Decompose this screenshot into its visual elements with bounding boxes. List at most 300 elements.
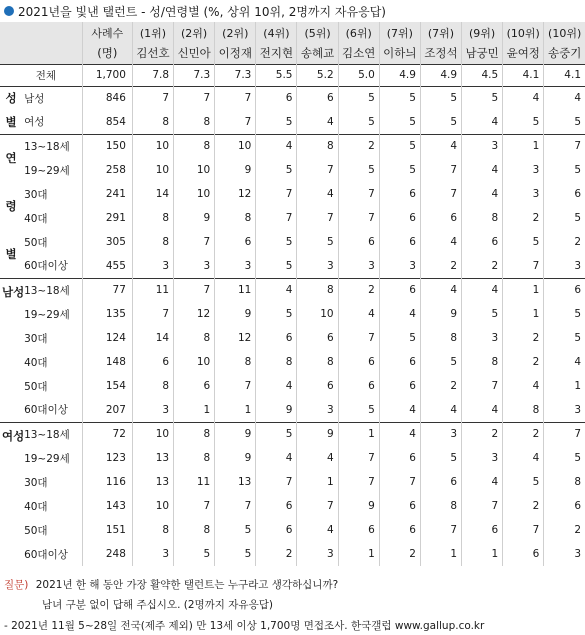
value-cell: 8 bbox=[503, 398, 544, 422]
value-cell: 6 bbox=[338, 518, 379, 542]
value-cell: 1 bbox=[338, 422, 379, 446]
row-label: 30대 bbox=[24, 332, 48, 345]
value-cell: 7 bbox=[174, 278, 215, 302]
rank-header: (1위) bbox=[132, 22, 173, 43]
group-label-char: 별 bbox=[5, 114, 17, 129]
group-label-stack bbox=[0, 423, 25, 567]
value-cell: 4 bbox=[462, 398, 503, 422]
value-cell: 3 bbox=[544, 254, 585, 278]
value-cell: 4.5 bbox=[462, 64, 503, 86]
value-cell: 7 bbox=[215, 374, 256, 398]
value-cell: 7 bbox=[297, 206, 338, 230]
value-cell: 7 bbox=[256, 206, 297, 230]
value-cell: 2 bbox=[256, 542, 297, 566]
value-cell: 5 bbox=[256, 422, 297, 446]
row-label: 50대 bbox=[24, 380, 48, 393]
value-cell: 5 bbox=[379, 158, 420, 182]
value-cell: 4 bbox=[256, 446, 297, 470]
value-cell: 13 bbox=[132, 470, 173, 494]
sample-size-cell: 1,700 bbox=[82, 64, 132, 86]
value-cell: 11 bbox=[132, 278, 173, 302]
group-label-stack bbox=[0, 279, 25, 422]
group-label bbox=[0, 134, 22, 278]
value-cell: 5 bbox=[215, 542, 256, 566]
sample-size-cell: 241 bbox=[82, 182, 132, 206]
rank-header: (7위) bbox=[420, 22, 461, 43]
value-cell: 4 bbox=[462, 110, 503, 134]
row-label: 60대이상 bbox=[24, 548, 68, 561]
source-note: - 2021년 11월 5~28일 전국(제주 제외) 만 13세 이상 1,700명 면접조사. 한국갤럽 www.gallup.co.kr bbox=[4, 620, 485, 632]
value-cell: 4 bbox=[503, 446, 544, 470]
value-cell: 3 bbox=[132, 542, 173, 566]
table-row bbox=[0, 470, 585, 494]
value-cell: 6 bbox=[338, 230, 379, 254]
value-cell: 7 bbox=[462, 494, 503, 518]
table-row bbox=[0, 422, 585, 446]
table-row bbox=[0, 518, 585, 542]
table-row bbox=[0, 350, 585, 374]
value-cell: 5 bbox=[503, 110, 544, 134]
value-cell: 5 bbox=[462, 302, 503, 326]
value-cell: 6 bbox=[338, 350, 379, 374]
value-cell: 5 bbox=[256, 254, 297, 278]
value-cell: 4.1 bbox=[503, 64, 544, 86]
row-label: 남성 bbox=[22, 86, 82, 110]
value-cell: 1 bbox=[544, 374, 585, 398]
value-cell: 7 bbox=[420, 158, 461, 182]
talent-name-header: 송혜교 bbox=[297, 43, 338, 64]
value-cell: 3 bbox=[420, 422, 461, 446]
value-cell: 5 bbox=[256, 230, 297, 254]
value-cell: 6 bbox=[256, 518, 297, 542]
sample-size-cell: 305 bbox=[82, 230, 132, 254]
value-cell: 7 bbox=[132, 302, 173, 326]
value-cell: 7 bbox=[215, 86, 256, 110]
group-label bbox=[0, 86, 22, 134]
group-label-char: 성 bbox=[5, 91, 17, 106]
sample-size-cell: 258 bbox=[82, 158, 132, 182]
value-cell: 7 bbox=[338, 470, 379, 494]
header-name-row bbox=[0, 43, 585, 64]
value-cell: 2 bbox=[544, 518, 585, 542]
value-cell: 8 bbox=[297, 134, 338, 158]
value-cell: 8 bbox=[174, 326, 215, 350]
group-label-stack bbox=[0, 135, 22, 278]
table-row bbox=[0, 398, 585, 422]
value-cell: 7 bbox=[503, 518, 544, 542]
value-cell: 6 bbox=[379, 518, 420, 542]
value-cell: 9 bbox=[420, 302, 461, 326]
sample-size-cell: 77 bbox=[82, 278, 132, 302]
value-cell: 6 bbox=[462, 230, 503, 254]
sample-size-cell: 135 bbox=[82, 302, 132, 326]
value-cell: 5 bbox=[544, 446, 585, 470]
value-cell: 9 bbox=[297, 422, 338, 446]
value-cell: 6 bbox=[420, 206, 461, 230]
value-cell: 9 bbox=[215, 302, 256, 326]
value-cell: 8 bbox=[174, 422, 215, 446]
value-cell: 4.1 bbox=[544, 64, 585, 86]
sample-size-header-bottom: (명) bbox=[82, 43, 132, 64]
sample-size-cell: 846 bbox=[82, 86, 132, 110]
value-cell: 5 bbox=[544, 158, 585, 182]
sample-size-cell: 248 bbox=[82, 542, 132, 566]
value-cell: 5 bbox=[379, 110, 420, 134]
value-cell: 7 bbox=[297, 158, 338, 182]
rank-header: (6위) bbox=[338, 22, 379, 43]
table-row bbox=[0, 134, 585, 158]
table-row bbox=[0, 158, 585, 182]
table-row bbox=[0, 494, 585, 518]
row-label: 40대 bbox=[24, 212, 48, 225]
value-cell: 2 bbox=[503, 206, 544, 230]
value-cell: 8 bbox=[420, 494, 461, 518]
table-row bbox=[0, 326, 585, 350]
value-cell: 6 bbox=[132, 350, 173, 374]
value-cell: 2 bbox=[544, 230, 585, 254]
value-cell: 7 bbox=[215, 494, 256, 518]
value-cell: 4 bbox=[420, 398, 461, 422]
value-cell: 7 bbox=[174, 494, 215, 518]
value-cell: 6 bbox=[379, 230, 420, 254]
value-cell: 7 bbox=[297, 494, 338, 518]
value-cell: 7 bbox=[174, 230, 215, 254]
question-note bbox=[4, 577, 338, 592]
header-blank bbox=[0, 22, 82, 43]
value-cell: 8 bbox=[132, 206, 173, 230]
value-cell: 3 bbox=[297, 398, 338, 422]
value-cell: 5.2 bbox=[297, 64, 338, 86]
value-cell: 5 bbox=[174, 542, 215, 566]
value-cell: 6 bbox=[544, 494, 585, 518]
value-cell: 6 bbox=[420, 470, 461, 494]
value-cell: 1 bbox=[462, 542, 503, 566]
talent-name-header: 이하늬 bbox=[379, 43, 420, 64]
value-cell: 9 bbox=[215, 422, 256, 446]
value-cell: 6 bbox=[215, 230, 256, 254]
row-label: 13~18세 bbox=[22, 422, 82, 446]
value-cell: 8 bbox=[174, 518, 215, 542]
value-cell: 3 bbox=[338, 254, 379, 278]
row-label: 19~29세 bbox=[24, 308, 70, 321]
value-cell: 5 bbox=[420, 446, 461, 470]
table-row bbox=[0, 206, 585, 230]
table-row bbox=[0, 446, 585, 470]
row-label: 50대 bbox=[24, 236, 48, 249]
value-cell: 5 bbox=[544, 302, 585, 326]
value-cell: 11 bbox=[215, 278, 256, 302]
value-cell: 4 bbox=[462, 278, 503, 302]
value-cell: 7 bbox=[379, 470, 420, 494]
table-row bbox=[0, 302, 585, 326]
value-cell: 5 bbox=[379, 86, 420, 110]
row-label: 30대 bbox=[24, 476, 48, 489]
value-cell: 3 bbox=[132, 398, 173, 422]
value-cell: 7.3 bbox=[215, 64, 256, 86]
value-cell: 1 bbox=[174, 398, 215, 422]
group-label-char: 연 bbox=[5, 151, 17, 166]
value-cell: 3 bbox=[503, 158, 544, 182]
value-cell: 4 bbox=[297, 518, 338, 542]
value-cell: 1 bbox=[338, 542, 379, 566]
value-cell: 8 bbox=[174, 110, 215, 134]
value-cell: 4 bbox=[256, 278, 297, 302]
value-cell: 2 bbox=[462, 422, 503, 446]
value-cell: 3 bbox=[503, 182, 544, 206]
rank-header: (10위) bbox=[503, 22, 544, 43]
value-cell: 2 bbox=[503, 350, 544, 374]
value-cell: 5 bbox=[420, 86, 461, 110]
value-cell: 5 bbox=[544, 326, 585, 350]
value-cell: 10 bbox=[132, 134, 173, 158]
value-cell: 4 bbox=[420, 134, 461, 158]
value-cell: 3 bbox=[297, 542, 338, 566]
rank-header: (4위) bbox=[256, 22, 297, 43]
talent-name-header: 송중기 bbox=[544, 43, 585, 64]
value-cell: 8 bbox=[132, 518, 173, 542]
value-cell: 12 bbox=[215, 182, 256, 206]
value-cell: 4 bbox=[462, 158, 503, 182]
value-cell: 8 bbox=[462, 350, 503, 374]
value-cell: 5.0 bbox=[338, 64, 379, 86]
value-cell: 7 bbox=[420, 182, 461, 206]
value-cell: 6 bbox=[338, 374, 379, 398]
group-label-char: 여성 bbox=[2, 428, 25, 443]
value-cell: 5 bbox=[544, 110, 585, 134]
value-cell: 12 bbox=[215, 326, 256, 350]
value-cell: 2 bbox=[420, 374, 461, 398]
value-cell: 5 bbox=[256, 110, 297, 134]
value-cell: 8 bbox=[174, 446, 215, 470]
value-cell: 7 bbox=[256, 182, 297, 206]
value-cell: 6 bbox=[379, 350, 420, 374]
value-cell: 5 bbox=[420, 110, 461, 134]
value-cell: 10 bbox=[174, 350, 215, 374]
value-cell: 6 bbox=[379, 446, 420, 470]
table-row bbox=[0, 374, 585, 398]
value-cell: 7 bbox=[132, 86, 173, 110]
row-label: 60대이상 bbox=[24, 404, 68, 417]
talent-name-header: 김선호 bbox=[132, 43, 173, 64]
value-cell: 8 bbox=[215, 206, 256, 230]
value-cell: 10 bbox=[132, 494, 173, 518]
table-row bbox=[0, 110, 585, 134]
value-cell: 2 bbox=[420, 254, 461, 278]
table-row bbox=[0, 230, 585, 254]
talent-name-header: 남궁민 bbox=[462, 43, 503, 64]
value-cell: 13 bbox=[132, 446, 173, 470]
value-cell: 2 bbox=[503, 422, 544, 446]
value-cell: 5 bbox=[503, 470, 544, 494]
value-cell: 4 bbox=[420, 278, 461, 302]
value-cell: 5 bbox=[338, 86, 379, 110]
value-cell: 4 bbox=[297, 110, 338, 134]
value-cell: 6 bbox=[297, 86, 338, 110]
rank-header: (2위) bbox=[215, 22, 256, 43]
value-cell: 6 bbox=[462, 518, 503, 542]
value-cell: 1 bbox=[503, 302, 544, 326]
value-cell: 1 bbox=[503, 278, 544, 302]
value-cell: 4 bbox=[338, 302, 379, 326]
value-cell: 12 bbox=[174, 302, 215, 326]
value-cell: 6 bbox=[297, 374, 338, 398]
value-cell: 8 bbox=[297, 278, 338, 302]
value-cell: 9 bbox=[174, 206, 215, 230]
sample-size-cell: 116 bbox=[82, 470, 132, 494]
value-cell: 14 bbox=[132, 326, 173, 350]
sample-size-cell: 148 bbox=[82, 350, 132, 374]
rank-header: (5위) bbox=[297, 22, 338, 43]
value-cell: 5 bbox=[215, 518, 256, 542]
value-cell: 7 bbox=[338, 446, 379, 470]
table-row-total bbox=[0, 64, 585, 86]
value-cell: 6 bbox=[503, 542, 544, 566]
sample-size-cell: 154 bbox=[82, 374, 132, 398]
sample-size-cell: 143 bbox=[82, 494, 132, 518]
value-cell: 7 bbox=[462, 374, 503, 398]
group-label-char: 남성 bbox=[2, 284, 25, 299]
rank-header: (7위) bbox=[379, 22, 420, 43]
sample-size-cell: 291 bbox=[82, 206, 132, 230]
value-cell: 10 bbox=[132, 422, 173, 446]
talent-name-header: 신민아 bbox=[174, 43, 215, 64]
value-cell: 6 bbox=[297, 326, 338, 350]
value-cell: 5 bbox=[544, 206, 585, 230]
value-cell: 4 bbox=[503, 86, 544, 110]
value-cell: 14 bbox=[132, 182, 173, 206]
sample-size-cell: 854 bbox=[82, 110, 132, 134]
question-tag: 질문) bbox=[4, 579, 29, 591]
value-cell: 7 bbox=[256, 470, 297, 494]
value-cell: 4 bbox=[379, 422, 420, 446]
value-cell: 4 bbox=[503, 374, 544, 398]
value-cell: 4 bbox=[544, 350, 585, 374]
value-cell: 1 bbox=[420, 542, 461, 566]
talent-name-header: 조정석 bbox=[420, 43, 461, 64]
value-cell: 2 bbox=[462, 254, 503, 278]
talent-name-header: 전지현 bbox=[256, 43, 297, 64]
sample-size-cell: 72 bbox=[82, 422, 132, 446]
value-cell: 3 bbox=[462, 326, 503, 350]
value-cell: 13 bbox=[215, 470, 256, 494]
table-row bbox=[0, 182, 585, 206]
value-cell: 4 bbox=[462, 470, 503, 494]
value-cell: 6 bbox=[256, 326, 297, 350]
rank-header: (9위) bbox=[462, 22, 503, 43]
header-blank bbox=[0, 43, 82, 64]
value-cell: 5 bbox=[338, 158, 379, 182]
value-cell: 8 bbox=[420, 326, 461, 350]
table-title-text: 2021년을 빛낸 탤런트 - 성/연령별 (%, 상위 10위, 2명까지 자유응답) bbox=[18, 4, 386, 19]
value-cell: 6 bbox=[379, 278, 420, 302]
table-row bbox=[0, 254, 585, 278]
value-cell: 4.9 bbox=[379, 64, 420, 86]
value-cell: 5 bbox=[379, 326, 420, 350]
group-label bbox=[0, 422, 25, 566]
value-cell: 6 bbox=[544, 278, 585, 302]
value-cell: 8 bbox=[132, 374, 173, 398]
value-cell: 1 bbox=[503, 134, 544, 158]
value-cell: 7 bbox=[338, 326, 379, 350]
group-label-stack bbox=[0, 87, 22, 134]
value-cell: 2 bbox=[503, 326, 544, 350]
value-cell: 4 bbox=[420, 230, 461, 254]
value-cell: 6 bbox=[379, 182, 420, 206]
value-cell: 5 bbox=[420, 350, 461, 374]
value-cell: 10 bbox=[132, 158, 173, 182]
value-cell: 5 bbox=[338, 110, 379, 134]
row-label: 30대 bbox=[24, 188, 48, 201]
sample-size-cell: 207 bbox=[82, 398, 132, 422]
value-cell: 6 bbox=[256, 86, 297, 110]
row-label: 여성 bbox=[24, 116, 45, 129]
row-label: 13~18세 bbox=[22, 134, 82, 158]
sample-size-cell: 455 bbox=[82, 254, 132, 278]
value-cell: 4 bbox=[544, 86, 585, 110]
value-cell: 6 bbox=[174, 374, 215, 398]
group-label-char: 령 bbox=[5, 198, 17, 213]
value-cell: 3 bbox=[174, 254, 215, 278]
row-label: 19~29세 bbox=[24, 164, 70, 177]
value-cell: 6 bbox=[544, 182, 585, 206]
value-cell: 2 bbox=[503, 494, 544, 518]
value-cell: 8 bbox=[132, 110, 173, 134]
value-cell: 2 bbox=[338, 134, 379, 158]
value-cell: 3 bbox=[462, 134, 503, 158]
value-cell: 7 bbox=[420, 518, 461, 542]
rank-header: (2위) bbox=[174, 22, 215, 43]
value-cell: 4 bbox=[256, 134, 297, 158]
value-cell: 10 bbox=[174, 182, 215, 206]
question-line-2: 남녀 구분 없이 답해 주십시오. (2명까지 자유응답) bbox=[42, 599, 273, 611]
value-cell: 11 bbox=[174, 470, 215, 494]
value-cell: 7.3 bbox=[174, 64, 215, 86]
question-line-1: 2021년 한 해 동안 가장 활약한 탤런트는 누구라고 생각하십니까? bbox=[35, 579, 339, 591]
table-row bbox=[0, 86, 585, 110]
value-cell: 1 bbox=[297, 470, 338, 494]
group-label bbox=[0, 278, 25, 422]
value-cell: 3 bbox=[379, 254, 420, 278]
value-cell: 6 bbox=[379, 374, 420, 398]
value-cell: 3 bbox=[215, 254, 256, 278]
sample-size-cell: 123 bbox=[82, 446, 132, 470]
value-cell: 3 bbox=[462, 446, 503, 470]
value-cell: 7 bbox=[544, 134, 585, 158]
value-cell: 4 bbox=[297, 446, 338, 470]
value-cell: 7 bbox=[503, 254, 544, 278]
row-label: 13~18세 bbox=[22, 278, 82, 302]
row-label: 50대 bbox=[24, 524, 48, 537]
value-cell: 8 bbox=[297, 350, 338, 374]
value-cell: 8 bbox=[544, 470, 585, 494]
value-cell: 6 bbox=[379, 206, 420, 230]
sample-size-header-top: 사례수 bbox=[82, 22, 132, 43]
value-cell: 4 bbox=[379, 398, 420, 422]
row-label: 19~29세 bbox=[24, 452, 70, 465]
row-label: 60대이상 bbox=[24, 260, 68, 273]
value-cell: 4 bbox=[379, 302, 420, 326]
value-cell: 8 bbox=[174, 134, 215, 158]
value-cell: 10 bbox=[297, 302, 338, 326]
group-label-char: 별 bbox=[5, 246, 17, 261]
talent-name-header: 김소연 bbox=[338, 43, 379, 64]
value-cell: 4.9 bbox=[420, 64, 461, 86]
value-cell: 7 bbox=[338, 182, 379, 206]
value-cell: 5 bbox=[379, 134, 420, 158]
value-cell: 5 bbox=[462, 86, 503, 110]
value-cell: 10 bbox=[174, 158, 215, 182]
talent-name-header: 윤여정 bbox=[503, 43, 544, 64]
